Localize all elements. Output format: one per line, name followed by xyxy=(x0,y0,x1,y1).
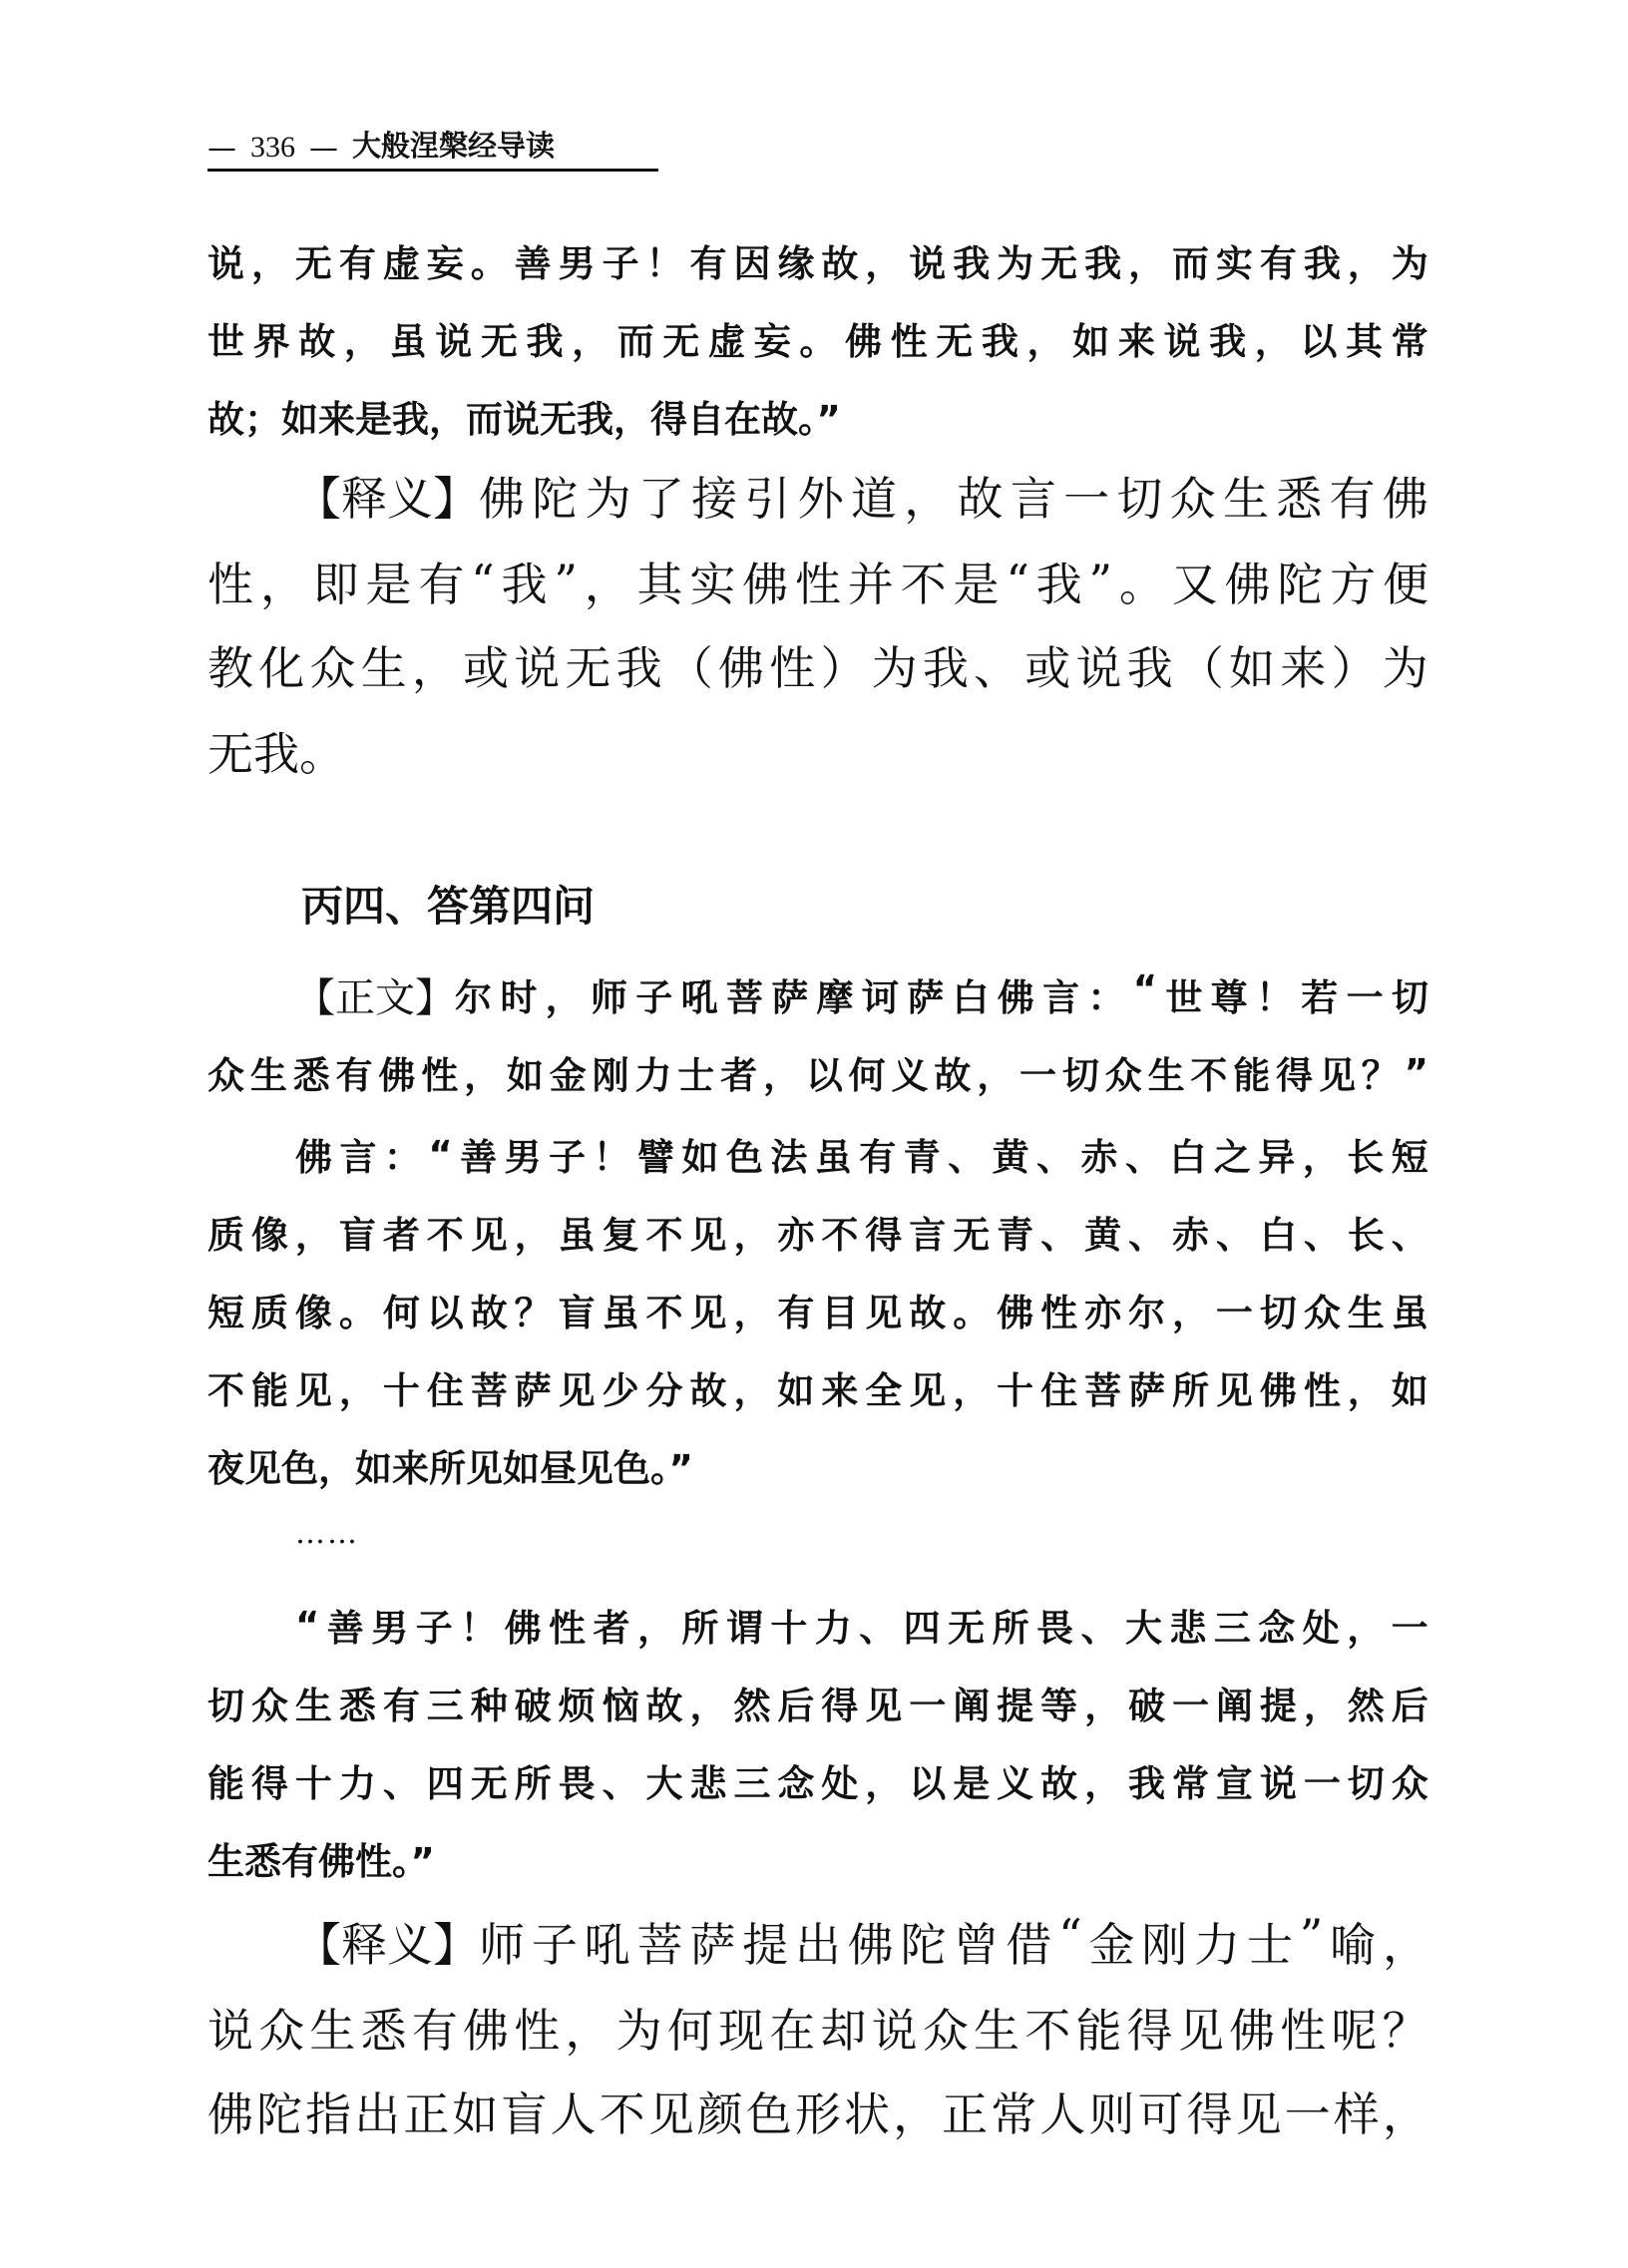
text-line: 佛 陀 指 出 正 如 盲 人 不 见 颜 色 形 状 ， 正 常 人 则 可 得 见 一 样 ， xyxy=(207,2087,1428,2141)
text-line: 众 生 悉 有 佛 性 ， 如 金 刚 力 士 者 ， 以 何 义 故 ， 一 切 众 生 不 能 得 见 ？ ” xyxy=(207,1050,1428,1097)
book-title: 大般涅槃经导读 xyxy=(352,129,556,163)
text-line: 夜见色，如来所见如昼见色。” xyxy=(207,1447,693,1490)
text-line: 质 像 ， 盲 者 不 见 ， 虽 复 不 见 ， 亦 不 得 言 无 青 、 黄 、 赤 、 白 、 长 、 xyxy=(207,1214,1428,1257)
text-line: 故；如来是我，而说无我，得自在故。” xyxy=(207,398,841,441)
text-line: 无我。 xyxy=(207,727,345,781)
running-header xyxy=(207,128,658,172)
text-line: 佛 言 ： “ 善 男 子 ！ 譬 如 色 法 虽 有 青 、 黄 、 赤 、 白 之 异 ， 长 短 xyxy=(295,1132,1428,1179)
text-line: “ 善 男 子 ！ 佛 性 者 ， 所 谓 十 力 、 四 无 所 畏 、 大 悲 三 念 处 ， 一 xyxy=(295,1603,1428,1650)
ellipsis: …… xyxy=(295,1516,359,1551)
text-line: 性 ， 即 是 有 “ 我 ” ， 其 实 佛 性 并 不 是 “ 我 ” 。 又 佛 陀 方 便 xyxy=(207,555,1428,611)
text-line: 短 质 像 。 何 以 故 ？ 盲 虽 不 见 ， 有 目 见 故 。 佛 性 亦 尔 ， 一 切 众 生 虽 xyxy=(207,1292,1428,1334)
commentary-first-line xyxy=(295,1907,1428,1977)
text-line: 佛 陀 为 了 接 引 外 道 ， 故 言 一 切 众 生 悉 有 佛 xyxy=(479,472,1428,526)
text-line: 能 得 十 力 、 四 无 所 畏 、 大 悲 三 念 处 ， 以 是 义 故 ， 我 常 宣 说 一 切 众 xyxy=(207,1762,1428,1805)
text-line: 不 能 见 ， 十 住 菩 萨 见 少 分 故 ， 如 来 全 见 ， 十 住 菩 萨 所 见 佛 性 ， 如 xyxy=(207,1369,1428,1412)
text-line: 生悉有佛性。” xyxy=(207,1840,435,1883)
text-line: 教 化 众 生 ， 或 说 无 我 （ 佛 性 ） 为 我 、 或 说 我 （ 如 来 ） 为 xyxy=(207,641,1428,695)
text-line: 世 界 故 ， 虽 说 无 我 ， 而 无 虚 妄 。 佛 性 无 我 ， 如 来 说 我 ， 以 其 常 xyxy=(207,320,1428,363)
page-number: 336 xyxy=(250,131,295,164)
header-dash-right: — xyxy=(309,131,338,165)
header-dash-left: — xyxy=(207,131,236,165)
text-line: 切 众 生 悉 有 三 种 破 烦 恼 故 ， 然 后 得 见 一 阐 提 等 ， 破 一 阐 提 ， 然 后 xyxy=(207,1685,1428,1727)
commentary-label: 【释义】 xyxy=(295,472,479,526)
main-text-label: 【正文】 xyxy=(295,974,455,1021)
commentary-first-line xyxy=(295,461,1428,531)
text-line: 说 ， 无 有 虚 妄 。 善 男 子 ！ 有 因 缘 故 ， 说 我 为 无 我 ， 而 实 有 我 ， 为 xyxy=(207,242,1428,285)
commentary-label: 【释义】 xyxy=(295,1918,479,1972)
text-line: 师 子 吼 菩 萨 提 出 佛 陀 曾 借 “ 金 刚 力 士 ” 喻 ， xyxy=(479,1909,1428,1972)
text-line: 说 众 生 悉 有 佛 性 ， 为 何 现 在 却 说 众 生 不 能 得 见 佛 性 呢 ？ xyxy=(207,2004,1428,2058)
text-line: 尔 时 ， 师 子 吼 菩 萨 摩 诃 萨 白 佛 言 ： “ 世 尊 ！ 若 一 切 xyxy=(455,967,1428,1019)
section-heading: 丙四、答第四问 xyxy=(301,882,596,931)
main-text-first-line xyxy=(295,959,1428,1029)
